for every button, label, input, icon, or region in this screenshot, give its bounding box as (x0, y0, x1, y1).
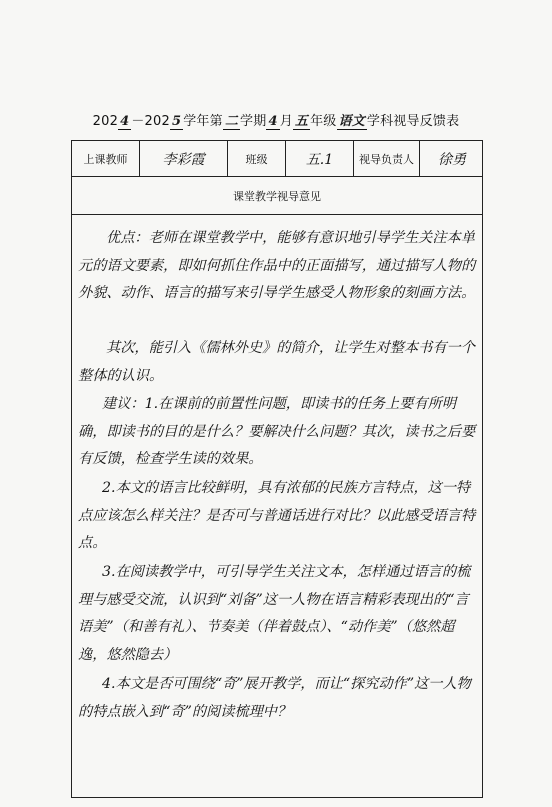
title-suffix: 学科视导反馈表 (366, 114, 460, 129)
year-prefix: 202 (92, 114, 119, 129)
subject-value: 语文 (338, 114, 365, 129)
class-value: 五.1 (286, 141, 354, 177)
opinion-paragraph-2: 其次，能引入《儒林外史》的简介，让学生对整本书有一个整体的认识。 (78, 340, 475, 384)
year-start-digit: 4 (120, 114, 130, 129)
feedback-form (71, 140, 483, 798)
semester-pre: 学年第 (183, 114, 223, 129)
year-mid: －202 (131, 114, 170, 129)
form-title (0, 110, 552, 130)
opinion-paragraph-1: 优点：老师在课堂教学中，能够有意识地引导学生关注本单元的语文要素，即如何抓住作品中的正面描写，通过描写人物的外貌、动作、语言的描写来引导学生感受人物形象的刻画方法。 (78, 230, 476, 301)
grade-value: 五 (294, 114, 309, 129)
semester-post: 学期 (240, 114, 267, 129)
opinion-paragraph-3: 建议：1.在课前的前置性问题，即读书的任务上要有所明确，即读书的目的是什么？要解决什么问题？其次，读书之后要有反馈，检查学生读的效果。 (78, 396, 476, 467)
month-value: 4 (268, 114, 278, 129)
supervisor-value: 徐勇 (438, 152, 466, 168)
opinion-paragraph-6: 4.本文是否可围绕“奇”展开教学，而让“探究动作”这一人物的特点嵌入到“奇”的阅读梳理中？ (78, 676, 471, 720)
opinion-paragraph-5: 3.在阅读教学中，可引导学生关注文本，怎样通过语言的梳理与感受交流，认识到“刘备”这一人物在语言精彩表现出的“言语美”（和善有礼）、节奏美（伴着鼓点）、“动作美”（悠然超逸，悠然隐去） (78, 564, 471, 663)
opinion-paragraph-4: 2.本文的语言比较鲜明，具有浓郁的民族方言特点，这一特点应该怎么样关注？是否可与普通话进行对比？以此感受语言特点。 (78, 480, 476, 551)
section-title: 课堂教学视导意见 (72, 177, 482, 215)
grade-post: 年级 (310, 114, 337, 129)
semester-value: 二 (224, 114, 239, 129)
info-row (72, 141, 482, 177)
class-label: 班级 (228, 141, 286, 177)
year-end-digit: 5 (171, 114, 182, 129)
month-post: 月 (279, 114, 293, 129)
teacher-value: 李彩霞 (140, 141, 228, 177)
supervisor-label: 视导负责人 (354, 141, 420, 177)
teacher-label: 上课教师 (72, 141, 140, 177)
